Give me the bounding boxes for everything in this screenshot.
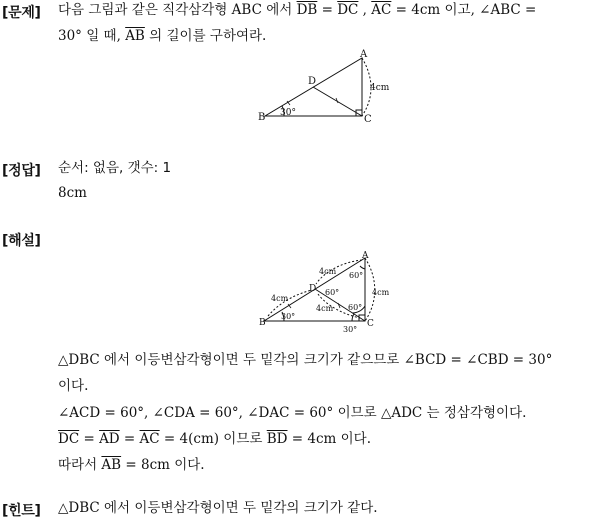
- label-a: A: [360, 49, 368, 60]
- text-segment: = 4(cm) 이므로: [159, 431, 267, 447]
- label-b: B: [259, 318, 266, 328]
- text-segment: =: [79, 431, 100, 447]
- segment-ad: $\overline{AD}$: [99, 431, 120, 447]
- solution-line-5: [58, 456, 205, 474]
- length-ad: 4cm: [319, 267, 337, 276]
- problem-line-2: [58, 27, 266, 45]
- angle-a-arc: [360, 266, 365, 269]
- length-bd: 4cm: [271, 294, 289, 303]
- segment-bd: $\overline{BD}$: [266, 431, 288, 447]
- text-segment: 의 길이를 구하여라.: [144, 28, 267, 44]
- hint-label: [힌트]: [2, 503, 41, 519]
- angle-dcb-arc: [352, 314, 354, 321]
- text-segment: = 4cm 이고, ∠ABC =: [391, 2, 537, 18]
- segment-ab: $\overline{AB}$: [101, 457, 122, 473]
- hint-text: △DBC 에서 이등변삼각형이면 두 밑각의 크기가 같다.: [58, 500, 378, 516]
- angle-b-label: 30°: [280, 108, 296, 118]
- angle-d-label: 60°: [325, 288, 340, 297]
- segment-dc: $\overline{DC}$: [337, 2, 359, 18]
- length-ac: 4cm: [372, 288, 390, 297]
- angle-dca-label: 60°: [348, 303, 363, 312]
- answer-value: 8cm: [58, 185, 87, 201]
- label-a: A: [362, 251, 369, 261]
- answer-label: [정답]: [2, 163, 41, 179]
- text-segment: = 4cm 이다.: [287, 431, 371, 447]
- solution-figure: [252, 250, 402, 338]
- label-c: C: [367, 319, 374, 329]
- angle-a-label: 60°: [349, 271, 364, 280]
- solution-label: [해설]: [2, 233, 41, 249]
- solution-line-1: △DBC 에서 이등변삼각형이면 두 밑각의 크기가 같으므로 ∠BCD = ∠CBD = 30°: [58, 352, 553, 368]
- segment-ac: $\overline{AC}$: [371, 2, 392, 18]
- label-c: C: [364, 114, 372, 125]
- text-segment: 30° 일 때,: [58, 28, 126, 44]
- solution-line-3: ∠ACD = 60°, ∠CDA = 60°, ∠DAC = 60° 이므로 △ADC 는 정삼각형이다.: [58, 405, 527, 421]
- label-d: D: [308, 76, 317, 87]
- angle-dcb-label: 30°: [343, 325, 358, 334]
- segment-ab: $\overline{AB}$: [125, 28, 145, 44]
- label-b: B: [258, 112, 266, 123]
- length-dc: 4cm: [316, 304, 334, 313]
- solution-line-4: [58, 430, 371, 448]
- side-ac-label: 4cm: [370, 83, 390, 93]
- segment-dc: $\overline{DC}$: [58, 431, 80, 447]
- text-segment: =: [119, 431, 140, 447]
- text-segment: =: [317, 2, 338, 18]
- problem-line-1: [58, 1, 536, 19]
- segment-db: $\overline{DB}$: [296, 2, 318, 18]
- problem-label: [문제]: [2, 5, 41, 21]
- label-d: D: [309, 284, 317, 294]
- solution-line-2: 이다.: [58, 378, 89, 394]
- text-segment: = 8cm 이다.: [121, 457, 205, 473]
- text-segment: 따라서: [58, 457, 102, 473]
- answer-meta: 순서: 없음, 갯수: 1: [58, 160, 172, 176]
- segment-ac: $\overline{AC}$: [139, 431, 160, 447]
- text-segment: ,: [358, 2, 372, 18]
- problem-figure: [250, 48, 400, 126]
- text-segment: 다음 그림과 같은 직각삼각형 ABC 에서: [58, 2, 297, 18]
- angle-b-label: 30°: [281, 312, 296, 321]
